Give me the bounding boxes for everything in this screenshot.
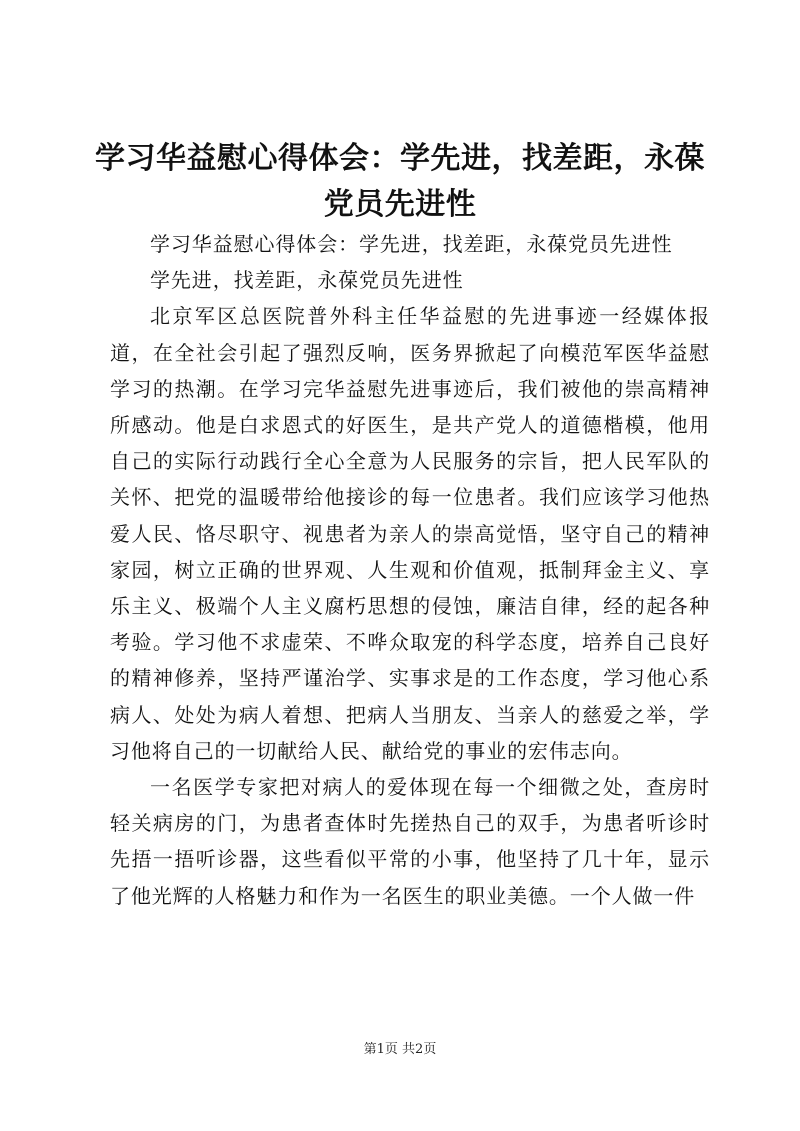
page-number-footer: 第1页 共2页 xyxy=(363,1042,437,1057)
document-body xyxy=(110,226,710,914)
subtitle-line: 学习华益慰心得体会：学先进，找差距，永葆党员先进性 xyxy=(150,232,673,256)
body-paragraph: 一名医学专家把对病人的爱体现在每一个细微之处，查房时轻关病房的门，为患者查体时先搓热自己的双手，为患者听诊时先捂一捂听诊器，这些看似平常的小事，他坚持了几十年，显示了他光辉的人格魅力和作为一名医生的职业美德。一个人做一件 xyxy=(110,775,710,908)
document-title: 学习华益慰心得体会：学先进，找差距，永葆党员先进性 xyxy=(95,141,705,222)
subtitle-line: 学先进，找差距，永葆党员先进性 xyxy=(150,268,464,293)
body-paragraph: 北京军区总医院普外科主任华益慰的先进事迹一经媒体报道，在全社会引起了强烈反响，医务界掀起了向模范军医华益慰学习的热潮。在学习完华益慰先进事迹后，我们被他的崇高精神所感动。他是白求恩式的好医生，是共产党人的道德楷模，他用自己的实际行动践行全心全意为人民服务的宗旨，把人民军队的关怀、把党的温暖带给他接诊的每一位患者。我们应该学习他热爱人民、恪尽职守、视患者为亲人的崇高觉悟，坚守自己的精神家园，树立正确的世界观、人生观和价值观，抵制拜金主义、享乐主义、极端个人主义腐朽思想的侵蚀，廉洁自律，经的起各种考验。学习他不求虚荣、不哗众取宠的科学态度，培养自己良好的精神修养，坚持严谨治学、实事求是的工作态度，学习他心系病人、处处为病人着想、把病人当朋友、当亲人的慈爱之举，学习他将自己的一切献给人民、献给党的事业的宏伟志向。 xyxy=(110,304,710,763)
